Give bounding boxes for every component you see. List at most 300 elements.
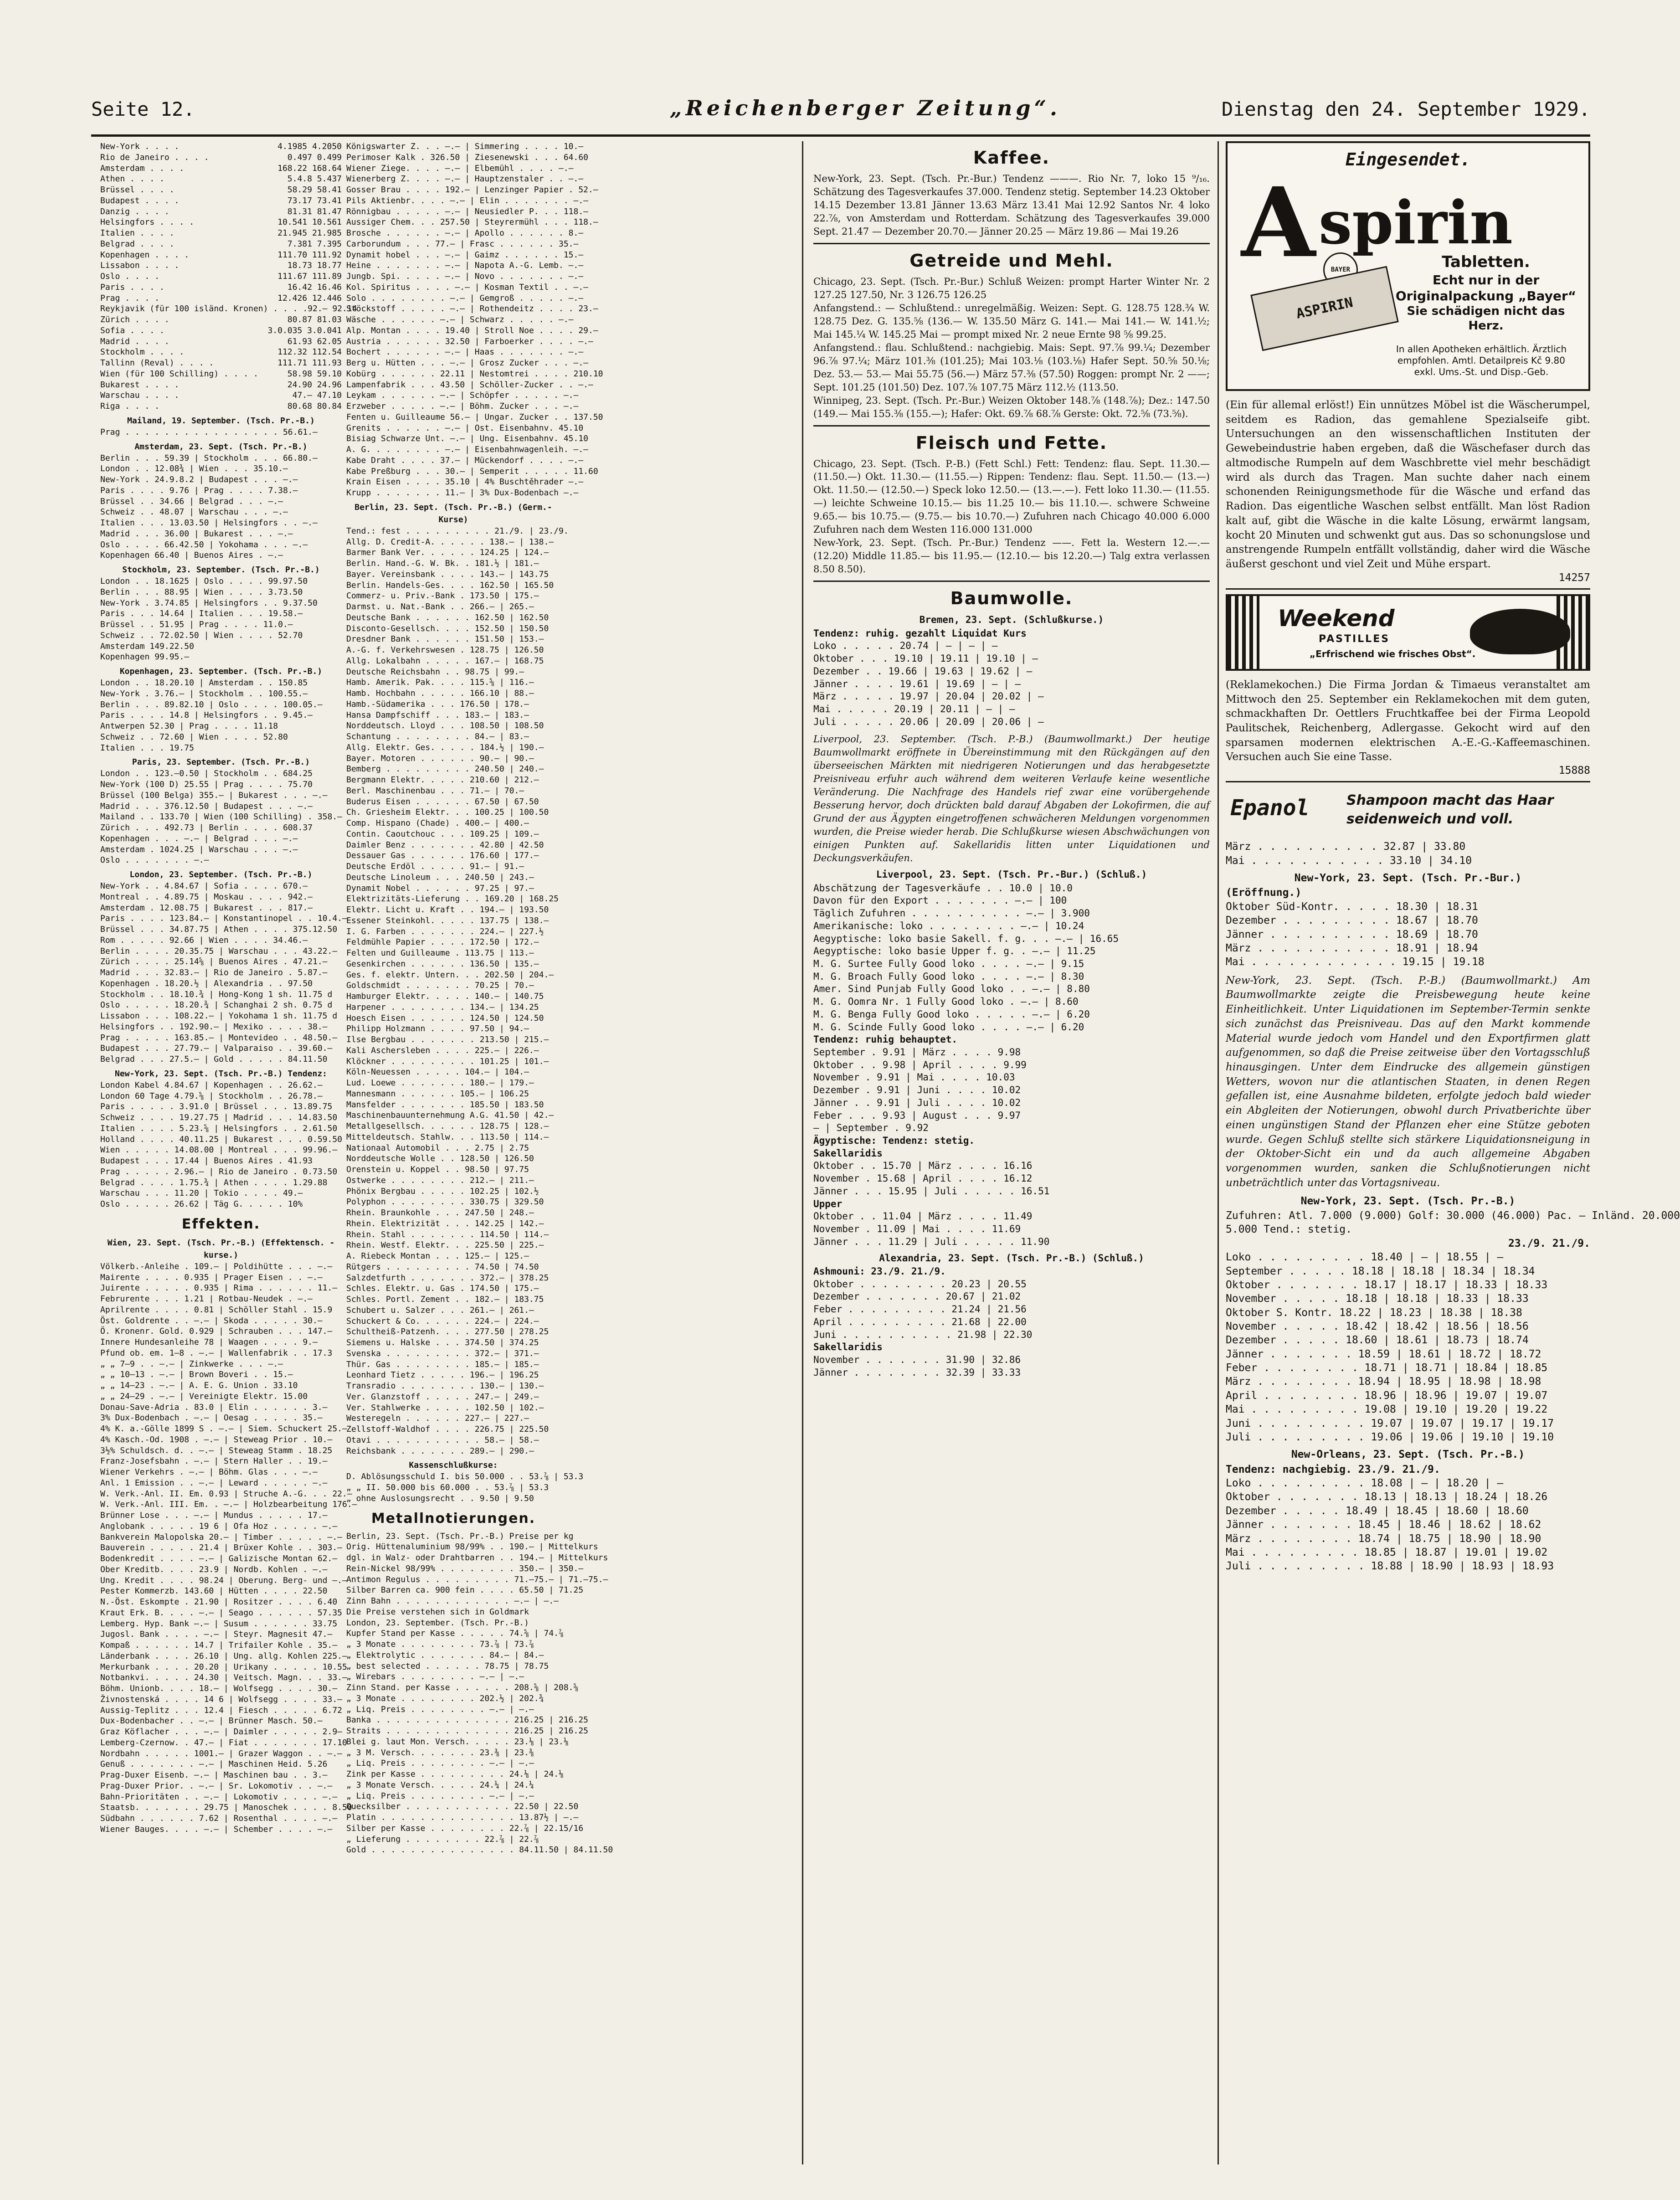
sake-row: Oktober . . 15.70 | März . . . . 16.16 <box>813 1160 1033 1172</box>
metall-row: „ Lieferung . . . . . . . . 22.⅞ | 22.⅞ <box>346 1834 539 1844</box>
bremen-row: Juli . . . . . 20.06 | 20.09 | 20.06 | — <box>813 716 1044 727</box>
berlin-row: Hamb. Amerik. Pak. . . . 115.⅝ | 116.— <box>346 678 534 688</box>
berlin-row: Bayer. Motoren . . . . . . 90.— | 90.— <box>346 753 534 763</box>
kassa-title: Kassenschlußkurse: <box>409 1460 498 1470</box>
berlin-row: Rhein. Elektrizität . . . 142.25 | 142.— <box>346 1218 544 1229</box>
berlin-row: Philipp Holzmann . . . . 97.50 | 94.— <box>346 1024 529 1034</box>
sake-label: Sakellaridis <box>813 1147 883 1159</box>
rate-label: Tallinn (Reval) . . . . <box>100 358 214 368</box>
effekten-row: Pester Kommerzb. 143.60 | Hütten . . . . 22.50 <box>100 1586 328 1596</box>
liverpool-row: Aegyptische: loko basie Upper f. g. . —.— | 11.25 <box>813 946 1096 957</box>
berlin-row: Essener Steinkohl. . . . . 137.75 | 138.— <box>346 915 549 925</box>
effekten-row: Wiener Verkehrs . —.— | Böhm. Glas . . . —.— <box>100 1467 318 1477</box>
ny2-head: New-York, 23. Sept. (Tsch. Pr.-B.) <box>1300 1195 1516 1207</box>
berlin-row: Thür. Gas . . . . . . . . 185.— | 185.— <box>346 1359 539 1369</box>
berlin-row: Allg. Lokalbahn . . . . . 167.— | 168.75 <box>346 656 544 666</box>
berlin-row: Dessauer Gas . . . . . . 176.60 | 177.— <box>346 851 539 861</box>
rate-row <box>100 380 342 391</box>
decorative-stripe <box>1228 596 1259 669</box>
metall-row: Blei g. laut Mon. Versch. . . . . 23.⅛ | 23.⅛ <box>346 1737 569 1747</box>
metall-row: Kupfer Stand per Kasse . . . . . 74.⅝ | 74.⅞ <box>346 1629 564 1639</box>
berlin-row: Gesenkirchen . . . . . . 136.50 | 135.— <box>346 959 539 969</box>
effekten-row: Südbahn . . . . . . 7.62 | Rosenthal . . . . —.— <box>100 1814 338 1823</box>
exchange-block-title: Mailand, 19. September. (Tsch. Pr.-B.) <box>127 416 315 426</box>
effekten-row: Bahn-Prioritäten . . —.— | Lokomotiv . . . . —.— <box>100 1792 338 1802</box>
berlin-row: Comp. Hispano (Chade) . 400.— | 400.— <box>346 818 529 828</box>
effekten-row: W. Verk.-Anl. III. Em. . —.— | Holzbearbeitung 176.— <box>100 1500 357 1510</box>
exchange-block-title: Stockholm, 23. September. (Tsch. Pr.-B.) <box>122 565 320 575</box>
liverpool-month-row: November . 9.91 | Mai . . . . 10.03 <box>813 1072 1015 1083</box>
berlin-row: Bayer. Vereinsbank . . . . 143.— | 143.75 <box>346 569 549 579</box>
header-rule <box>91 134 1590 137</box>
alex-cols: Ashmouni: 23./9. 21./9. <box>813 1266 946 1277</box>
effekten-row: Öst. Goldrente . . —.— | Skoda . . . . . 30.— <box>100 1316 323 1326</box>
reklamekochen-notice: (Reklamekochen.) Die Firma Jordan & Timaeus veranstaltet am Mittwoch den 25. September ein Reklamekochen mit dem guten, schmackhaften Dr. Oettlers Fruchtkaffee bei der Firma Leopold Paulitschek, Reichenberg, Adlergasse. Gekocht wird auf den sparsamen modernen elektrischen A.-E.-G.-Kaffeemaschinen. Versuchen auch Sie eine Tasse. <box>1226 679 1590 763</box>
effekten-row: Jugosl. Bank . . . . —.— | Steyr. Magnesit 47.— <box>100 1629 333 1640</box>
exchange-row: Brüssel (100 Belga) 355.— | Bukarest . . . —.— <box>100 790 328 800</box>
effekten-row: Ö. Kronenr. Gold. 0.929 | Schrauben . . . 147.— <box>100 1326 333 1336</box>
effekten-row: Genuß . . . . . . . —.— | Maschinen Heid. 5.26 <box>100 1759 328 1769</box>
berlin-row: Bemberg . . . . . . . . . 240.50 | 240.— <box>346 764 544 774</box>
getreide-paragraph: Chicago, 23. Sept. (Tsch. Pr.-Bur.) Schluß Weizen: prompt Harter Winter Nr. 2 127.25 127.50, Nr. 3 126.75 126.25 <box>813 276 1210 300</box>
aktien-row: Königswarter Z. . . —.— | Simmering . . . . 10.— <box>346 142 584 151</box>
rate-values: 3.0.035 3.0.041 <box>267 325 342 335</box>
metall-row: dgl. in Walz- oder Drahtbarren . . 194.— | Mittelkurs <box>346 1553 608 1563</box>
metall-row: „ Liq. Preis . . . . . . . . —.— | —.— <box>346 1758 534 1768</box>
alex-row: Juni . . . . . . . . . . 21.98 | 22.30 <box>813 1329 1033 1340</box>
berlin-row: Norddeutsch. Lloyd . . . 108.50 | 108.50 <box>346 721 544 731</box>
rate-values: 58.29 58.41 <box>287 185 342 195</box>
ny2-row: Juni . . . . . . . . . 19.07 | 19.07 | 19.17 | 19.17 <box>1226 1417 1554 1429</box>
ny2-row: Feber . . . . . . . . 18.71 | 18.71 | 18.84 | 18.85 <box>1226 1362 1548 1374</box>
exchange-block-title: Paris, 23. September. (Tsch. Pr.-B.) <box>132 757 310 767</box>
exchange-row: Rom . . . . . 92.66 | Wien . . . . 34.46.— <box>100 935 308 945</box>
aktien-row: Kol. Spiritus . . . . —.— | Kosman Textil . . —.— <box>346 282 589 292</box>
reklamekochen-number: 15888 <box>1558 765 1590 777</box>
radion-notice-number: 14257 <box>1558 571 1590 584</box>
rate-values: 7.381 7.395 <box>287 239 342 249</box>
effekten-row: Graz Köflacher . . . —.— | Daimler . . . . . 2.9— <box>100 1727 343 1737</box>
exchange-block-title: London, 23. September. (Tsch. Pr.-B.) <box>129 870 313 879</box>
aspirin-echt: Echt nur in der Originalpackung „Bayer“ <box>1395 272 1577 303</box>
ny-market-text: New-York, 23. Sept. (Tsch. P.-B.) (Baumwollmarkt.) Am Baumwollmarkte zeigte die Preisbewegung heute keine Einheitlichkeit. Unter Liquidationen im September-Termin senkte sich zunächst das Preisniveau. Das auf den Markt kommende Material wurde jedoch vom Handel und den Exportfirmen glatt aufgenommen, so daß die Preise zeitweise über den Vortagsschluß hinausgingen. Unter dem Eindrucke des allgemein günstigen Wetters, wovon nur die atlantischen Staaten, in denen Regen gefallen ist, eine Ausnahme bildeten, erfolgte jedoch bald wieder ein Abgleiten der Notierungen, obwohl durch Privatberichte über einen ungünstigen Stand der Pflanzen eher eine Stütze geboten wurde. Gegen Schluß stellte sich stärkere Liquidationsneigung in der Oktober-Sicht ein und da auch allgemeine Abgaben vorgenommen wurden, sanken die Schlußnotierungen nicht unbeträchtlich unter das Vortagsniveau. <box>1226 974 1590 1189</box>
exchange-row: Belgrad . . . 27.5.— | Gold . . . . . 84.11.50 <box>100 1054 328 1064</box>
berlin-row: Ges. f. elektr. Untern. . . 202.50 | 204.— <box>346 970 554 980</box>
no-head: New-Orleans, 23. Sept. (Tsch. Pr.-B.) <box>1291 1449 1525 1461</box>
aegypt-head: Ägyptische: Tendenz: stetig. <box>813 1135 975 1146</box>
exchange-row: Madrid . . . 376.12.50 | Budapest . . . —.— <box>100 801 313 811</box>
berlin-row: Deutsche Bank . . . . . . 162.50 | 162.50 <box>346 612 549 622</box>
effekten-row: Wiener Bauges. . . . —.— | Schember . . . . —.— <box>100 1824 333 1834</box>
column-divider <box>802 141 803 2164</box>
rate-values: 92.— 92.14 <box>308 304 357 314</box>
rate-label: Bukarest . . . . <box>100 380 180 390</box>
aktien-row: A. G. . . . . . . . —.— | Eisenbahnwagenleih. —.— <box>346 445 589 454</box>
exchange-row: New-York . 24.9.8.2 | Budapest . . . —.— <box>100 475 298 484</box>
berlin-row: Hamb.-Südamerika . . . 176.50 | 178.— <box>346 699 529 709</box>
rate-values: 12.426 12.446 <box>277 293 342 303</box>
metall-row: „ Liq. Preis . . . . . . . . —.— | —.— <box>346 1791 534 1801</box>
rate-label: Amsterdam . . . . <box>100 163 185 173</box>
ny-row: Mai . . . . . . . . . . . . 19.15 | 19.18 <box>1226 956 1485 968</box>
exchange-row: Madrid . . . 36.00 | Bukarest . . . —.— <box>100 529 293 539</box>
exchange-row: New-York . . 4.84.67 | Sofia . . . . 670.— <box>100 881 308 891</box>
exchange-row: Amsterdam . 1024.25 | Warschau . . . —.— <box>100 844 298 854</box>
rate-label: Reykjavik (für 100 isländ. Kronen) . . . . <box>100 304 308 314</box>
rate-row <box>100 152 342 163</box>
ny2-row: September . . . . . 18.18 | 18.18 | 18.34 | 18.34 <box>1226 1265 1535 1277</box>
exchange-row: Oslo . . . . . 26.62 | Täg G. . . . . 10% <box>100 1199 303 1209</box>
rate-values: 4.1985 4.2050 <box>277 142 342 151</box>
aspirin-tabletten: Tabletten. <box>1442 253 1530 271</box>
sake2-row: November . . . . . . . 31.90 | 32.86 <box>813 1354 1021 1366</box>
getreide-paragraph: Anfangstend.: flau. Schlußtend.: nachgiebig. Mais: Sept. 97.⅞ 99.¼; Dezember 96.⅞ 97.¼; März 101.⅜ (101.25); Mai 103.⅛ (103.⅛) Hafer Sept. 50.⅝ 50.⅛; Dez. 53.— 53.— Mai 55.75 (56.—) März 57.⅜ (57.50) Roggen: prompt Nr. 2 ——; Sept. 101.25 (101.50) Dez. 107.⅞ 107.75 März 112.½ (113.50. <box>813 342 1210 393</box>
rate-values: 5.4.8 5.437 <box>287 174 342 184</box>
effekten-row: Ober Kreditb. . . . 23.9 | Nordb. Kohlen . —.— <box>100 1564 328 1574</box>
divider <box>1226 588 1590 590</box>
fleisch-paragraph: New-York, 23. Sept. (Tsch. Pr.-Bur.) Tendenz ——. Fett la. Western 12.—.— (12.20) Middle 11.85.— bis 11.95.— (12.10.— bis 12.20.—) Talg extra verlassen 8.50 8.50). <box>813 537 1210 575</box>
effekten-row: Živnostenská . . . . 14 6 | Wolfsegg . . . . 33.— <box>100 1694 343 1704</box>
rate-values: 58.98 59.10 <box>287 369 342 379</box>
berlin-row: Reichsbank . . . . . . . 289.— | 290.— <box>346 1446 534 1456</box>
rate-label: Zürich . . . . <box>100 315 170 324</box>
berlin-row: Hamburger Elektr. . . . . 140.— | 140.75 <box>346 992 544 1001</box>
rate-row <box>100 282 342 293</box>
ny-row: März . . . . . . . . . . . 18.91 | 18.94 <box>1226 942 1478 954</box>
berlin-row: Berl. Maschinenbau . . . 71.— | 70.— <box>346 786 524 796</box>
new-orleans-row: Jänner . . . . . . . 18.45 | 18.46 | 18.62 | 18.62 <box>1226 1519 1541 1531</box>
effekten-row: Pfund ob. em. 1—8 . —.— | Wallenfabrik . . 17.3 <box>100 1348 333 1358</box>
exchange-row: Stockholm . . 18.10.¾ | Hong-Kong 1 sh. 11.75 d <box>100 989 333 999</box>
exchange-row: Montreal . . 4.89.75 | Moskau . . . . 942.— <box>100 892 313 902</box>
effekten-row: Dux-Bodenbacher . . —.— | Brünner Masch. 50.— <box>100 1716 323 1726</box>
effekten-row: N.-Öst. Eskompte . 21.90 | Rositzer . . . . 6.40 <box>100 1597 338 1607</box>
berlin-row: Mannesmann . . . . . . 105.— | 106.25 <box>346 1089 529 1099</box>
rate-row <box>100 271 342 282</box>
liverpool-market-text: Liverpool, 23. September. (Tsch. P.-B.) (Baumwollmarkt.) Der heutige Baumwollmarkt eröffnete in Übereinstimmung mit den Rückgängen auf den überseeischen Märkten mit niedrigeren Notierungen und das herabgesetzte Preisniveau erfuhr auch während dem weiteren Verlaufe keine wesentliche Veränderung. Die Nachfrage des Handels rief zwar eine vorübergehende Besserung hervor, doch drückten bald darauf Abgaben der Lokofirmen, die auf Grund der aus Ägypten eingetroffenen schwächeren Meldungen vorgenommen wurden, die Preise wieder herab. Die Schlußkurse wiesen Abschwächungen von einigen Punkten auf. Sakellaridis litten unter Liquidationen und Deckungsverkäufen. <box>813 734 1210 864</box>
rate-label: Belgrad . . . . <box>100 239 175 249</box>
page-header <box>91 93 1590 125</box>
metall-row: Die Preise verstehen sich in Goldmark <box>346 1607 529 1617</box>
berlin-row: Otavi . . . . . . . . . . . 58.— | 58.— <box>346 1435 539 1445</box>
exchange-row: New-York . 3.76.— | Stockholm . . 100.55.— <box>100 689 308 699</box>
effekten-row: W. Verk.-Anl. II. Em. 0.93 | Struche A.-G. . . 22.— <box>100 1489 352 1499</box>
divider <box>813 243 1210 244</box>
berlin-row: Commerz- u. Priv.-Bank . 173.50 | 175.— <box>346 591 539 601</box>
rate-label: Lissabon . . . . <box>100 261 180 271</box>
exchange-row: Budapest . . . 27.79.— | Valparaiso . . 39.60.— <box>100 1043 333 1054</box>
aktien-row: Jungb. Spi. . . . . —.— | Novo . . . . . . . —.— <box>346 272 584 281</box>
ny2-zufuhren: Zufuhren: Atl. 7.000 (9.000) Golf: 30.000 (46.000) Pac. — Inländ. 20.000 <box>1226 1210 1680 1222</box>
exchange-row: Italien . . . 13.03.50 | Helsingfors . . —.— <box>100 518 318 528</box>
exchange-row: Zürich . . . 492.73 | Berlin . . . . 608.37 <box>100 823 313 833</box>
berlin-row: Schles. Elektr. u. Gas . 174.50 | 175.— <box>346 1284 539 1294</box>
rate-label: Madrid . . . . <box>100 336 170 346</box>
sake-row: Jänner . . . 15.95 | Juli . . . . . 16.51 <box>813 1185 1050 1197</box>
exchange-row: Zürich . . . . 25.14⅝ | Buenos Aires . 47.21.— <box>100 957 328 967</box>
berlin-row: Deutsche Reichsbahn . . 98.75 | 99.— <box>346 667 524 677</box>
aktien-row: Wäsche . . . . . . —.— | Schwarz . . . . . —.— <box>346 315 574 324</box>
column-divider <box>1218 141 1219 2164</box>
berlin-row: Zellstoff-Waldhof . . . . 226.75 | 225.50 <box>346 1424 549 1434</box>
aktien-row: Kabe Draht . . . . 37.— | Mückendorf . . . . —.— <box>346 455 584 465</box>
aktien-row: Perimoser Kalk . 326.50 | Ziesenewski . . . 64.60 <box>346 152 589 162</box>
effekten-row: 3% Dux-Bodenbach . —.— | Oesag . . . . . 35.— <box>100 1413 323 1423</box>
bremen-head: Bremen, 23. Sept. (Schlußkurse.) <box>919 614 1104 626</box>
liverpool-row: Täglich Zufuhren . . . . . . . . . . —.— | 3.900 <box>813 908 1090 919</box>
cotton-row: Mai . . . . . . . . . . . 33.10 | 34.10 <box>1226 854 1472 867</box>
exchange-row: Berlin . . . 59.39 | Stockholm . . . 66.80.— <box>100 453 318 463</box>
effekten-row: 3½% Schuldsch. d. . —.— | Steweag Stamm . 18.25 <box>100 1445 333 1455</box>
weekend-advertisement <box>1226 594 1590 671</box>
aktien-row: Rönnigbau . . . . . —.— | Neusiedler P. . . 118.— <box>346 206 589 216</box>
effekten-row: „ „ 7—9 . . —.— | Zinkwerke . . . —.— <box>100 1359 283 1369</box>
exchange-block-title: Kopenhagen, 23. September. (Tsch. Pr.-B.) <box>119 667 323 676</box>
rate-row <box>100 185 342 195</box>
exchange-row: Italien . . . . 5.23.⅝ | Helsingfors . . 2.61.50 <box>100 1123 338 1133</box>
rate-label: Athen . . . . <box>100 174 164 184</box>
berlin-row: Darmst. u. Nat.-Bank . . 266.— | 265.— <box>346 602 534 612</box>
rate-label: Brüssel . . . . <box>100 185 175 195</box>
liverpool-head: Liverpool, 23. Sept. (Tsch. Pr.-Bur.) (Schluß.) <box>876 869 1147 880</box>
exchange-row: Paris . . . . 123.84.— | Konstantinopel . . 10.4.— <box>100 914 347 924</box>
berlin-row: Elektr. Licht u. Kraft . . 194.— | 193.50 <box>346 905 549 915</box>
effekten-row: Kraut Erk. B. . . . —.— | Seago . . . . . . 57.35 <box>100 1608 343 1618</box>
rate-values: 81.31 81.47 <box>287 206 342 216</box>
getreide-title: Getreide und Mehl. <box>909 250 1114 271</box>
ny2-cols: 23./9. 21./9. <box>1508 1237 1590 1249</box>
rate-row <box>100 163 342 174</box>
car-illustration-icon <box>1470 609 1570 654</box>
berlin-row: Tend.: fest . . . . . . . . . 21./9. | 23./9. <box>346 526 569 536</box>
berlin-row: Dynamit Nobel . . . . . . 97.25 | 97.— <box>346 883 534 893</box>
metall-row: „ 3 Monate Versch. . . . . 24.¼ | 24.¼ <box>346 1780 534 1790</box>
rate-values: 24.90 24.96 <box>287 380 342 390</box>
ny-row: Dezember . . . . . . . . . 18.67 | 18.70 <box>1226 915 1478 927</box>
ny2-row: Oktober . . . . . . . 18.17 | 18.17 | 18.33 | 18.33 <box>1226 1279 1548 1291</box>
berlin-row: Kali Aschersleben . . . . 225.— | 226.— <box>346 1045 539 1055</box>
epanol-advertisement <box>1226 787 1590 833</box>
ny2-row: April . . . . . . . . 18.96 | 18.96 | 19.07 | 19.07 <box>1226 1389 1548 1402</box>
rate-row <box>100 336 342 347</box>
liverpool-month-row: Jänner . . 9.91 | Juli . . . . 10.02 <box>813 1097 1021 1108</box>
effekten-row: „ „ 24—29 . —.— | Vereinigte Elektr. 15.00 <box>100 1391 308 1401</box>
new-orleans-row: März . . . . . . . . 18.74 | 18.75 | 18.90 | 18.90 <box>1226 1532 1541 1545</box>
liverpool-row: Abschätzung der Tagesverkäufe . . 10.0 | 10.0 <box>813 882 1073 894</box>
alex-row: April . . . . . . . . . 21.68 | 22.00 <box>813 1316 1027 1327</box>
berlin-row: Ver. Stahlwerke . . . . . 102.50 | 102.— <box>346 1403 544 1413</box>
ny2-row: Jänner . . . . . . . 18.59 | 18.61 | 18.72 | 18.72 <box>1226 1348 1541 1360</box>
aktien-row: Krupp . . . . . . . 11.— | 3% Dux-Bodenbach —.— <box>346 488 579 498</box>
rate-row <box>100 260 342 271</box>
liverpool-row: Amerikanische: loko . . . . . . . . —.— | 10.24 <box>813 920 1084 931</box>
liverpool-row: Amer. Sind Punjab Fully Good loko . . —.— | 8.80 <box>813 983 1090 995</box>
berlin-row: Berlin. Hand.-G. W. Bk. . 181.½ | 181.— <box>346 559 539 568</box>
exchange-row: Amsterdam 149.22.50 <box>100 641 194 651</box>
berlin-row: Ilse Bergbau . . . . . . . 213.50 | 215.— <box>346 1035 549 1044</box>
sake2-label: Sakellaridis <box>813 1342 883 1353</box>
berlin-row: Westeregeln . . . . . . 227.— | 227.— <box>346 1414 529 1424</box>
rate-row <box>100 390 342 401</box>
effekten-row: Aprilrente . . . . 0.81 | Schöller Stahl . 15.9 <box>100 1305 333 1315</box>
liverpool-row: Aegyptische: loko basie Sakell. f. g. . . —.— | 16.65 <box>813 933 1119 944</box>
exchange-row: New-York . 3.74.85 | Helsingfors . . 9.37.50 <box>100 598 318 608</box>
berlin-row: Schubert u. Salzer . . . 261.— | 261.— <box>346 1305 534 1315</box>
liverpool-month-row: — | September . 9.92 <box>813 1122 929 1134</box>
liverpool-month-row: Feber . . . 9.93 | August . . . 9.97 <box>813 1110 1021 1121</box>
exchange-row: Helsingfors . . 192.90.— | Mexiko . . . . 38.— <box>100 1022 328 1032</box>
effekten-row: Böhm. Unionb. . . . 18.— | Wolfsegg . . . . 30.— <box>100 1684 338 1693</box>
exchange-row: Schweiz . . 72.02.50 | Wien . . . . 52.70 <box>100 630 303 640</box>
anzeigen-column <box>1226 141 1680 2164</box>
aktien-row: Stöckstoff . . . . . —.— | Rothendeitz . . . . 23.— <box>346 304 598 314</box>
aspirin-package: ASPIRIN <box>1250 266 1399 351</box>
metall-row: Orig. Hüttenaluminium 98/99% . . 190.— | Mittelkurs <box>346 1542 598 1552</box>
rate-row <box>100 217 342 228</box>
effekten-row: „ „ 10—13 . —.— | Brown Boveri . . 15.— <box>100 1370 293 1380</box>
exchange-row: Berlin . . . 88.95 | Wien . . . . 3.73.50 <box>100 587 303 597</box>
rate-label: Budapest . . . . <box>100 195 180 206</box>
berlin-row: Berlin. Handels-Ges. . . . 162.50 | 165.50 <box>346 580 554 590</box>
aspirin-small-print: In allen Apotheken erhältlich. Ärztlich empfohlen. Amtl. Detailpreis Kč 9.80 exkl. Ums.-St. und Disp.-Geb. <box>1396 344 1567 377</box>
exchange-row: London . . 18.1625 | Oslo . . . . 99.97.50 <box>100 576 308 586</box>
effekten-row: Notbankvi. . . . . 24.30 | Veitsch. Magn. . . 33.— <box>100 1673 347 1683</box>
effekten-row: Völkerb.-Anleihe . 109.— | Poldihütte . . . —.— <box>100 1261 333 1271</box>
berlin-row: Phönix Bergbau . . . . . 102.25 | 102.½ <box>346 1186 539 1196</box>
exchange-row: London . . 18.20.10 | Amsterdam . . 150.85 <box>100 678 308 688</box>
ny2-row: Loko . . . . . . . . . 18.40 | — | 18.55 | — <box>1226 1251 1504 1264</box>
rate-values: 111.71 111.93 <box>277 358 342 368</box>
rate-row <box>100 206 342 217</box>
rate-label: Oslo . . . . <box>100 272 160 281</box>
exchange-row: Warschau . . . 11.20 | Tokio . . . . 49.— <box>100 1188 303 1198</box>
rate-row <box>100 325 342 336</box>
berlin-row: Svenska . . . . . . . . . 372.— | 371.— <box>346 1348 539 1358</box>
effekten-row: Prag-Duxer Prior. . —.— | Sr. Lokomotiv . . —.— <box>100 1781 333 1791</box>
berlin-row: Metallgesellsch. . . . . . 128.75 | 128.— <box>346 1121 549 1131</box>
effekten-row: 4% K. a.-Gölle 1899 S . —.— | Siem. Schuckert 25.— <box>100 1424 347 1434</box>
metall-row: Silber Barren ca. 900 fein . . . . 65.50 | 71.25 <box>346 1585 584 1595</box>
exchange-row: Prag . . . . . 2.96.— | Rio de Janeiro . 0.73.50 <box>100 1167 338 1177</box>
exchange-row: Paris . . . 14.64 | Italien . . . 19.58.— <box>100 609 303 619</box>
metall-row: „ best selected . . . . . . 78.75 | 78.75 <box>346 1661 549 1671</box>
effekten-row: Länderbank . . . . 26.10 | Ung. allg. Kohlen 225.— <box>100 1651 347 1661</box>
rate-row <box>100 141 342 152</box>
berlin-row: Siemens u. Halske . . . 374.50 | 374.25 <box>346 1338 539 1347</box>
ny2-row: Juli . . . . . . . . . 19.06 | 19.06 | 19.10 | 19.10 <box>1226 1431 1554 1443</box>
aktien-row: Erzweber . . . . . —.— | Böhm. Zucker . . . —.— <box>346 401 579 411</box>
exchange-row: Brüssel . . . 34.87.75 | Athen . . . . 375.12.50 <box>100 925 338 934</box>
rate-values: 80.87 81.03 <box>287 315 342 324</box>
aspirin-advertisement <box>1226 141 1590 391</box>
new-orleans-row: Oktober . . . . . . . 18.13 | 18.13 | 18.24 | 18.26 <box>1226 1491 1548 1503</box>
liverpool-row: M. G. Broach Fully Good loko . . . . —.— | 8.30 <box>813 971 1084 982</box>
ny2-tendenz: 5.000 Tend.: stetig. <box>1226 1223 1352 1236</box>
effekten-row: Februrente . . . 1.21 | Rotbau-Neudek . —.— <box>100 1294 313 1304</box>
ny-head: New-York, 23. Sept. (Tsch. Pr.-Bur.) <box>1294 872 1522 884</box>
metall-row: „ Wirebars . . . . . . . . —.— | —.— <box>346 1672 524 1682</box>
bayer-cross-icon: BAYER <box>1323 252 1358 287</box>
radion-notice: (Ein für allemal erlöst!) Ein unnützes Möbel ist die Wäscherumpel, seitdem es Radion, das gemahlene Spezialseife gibt. Untersuchungen an den wissenschaftlichen Instituten der Gewebeindustrie haben ergeben, daß die Wäschefaser durch das altmodische Rumpeln auf dem Waschbrette viel mehr beschädigt wird als durch das Tragen. Man suchte daher nach einem schonenden Reinigungsmethode für die Wäsche und erfand das Radion. Das eigentliche Waschen selbst entfällt. Man löst Radion kalt auf, gibt die Wäsche in die kalte Lösung, erwärmt langsam, kocht 20 Minuten und schwenkt gut aus. Das so schonungslose und anstrengende Rumpeln entfällt vollständig, daher wird die Wäsche äußerst geschont und viel Zeit und Mühe erspart. <box>1226 399 1590 571</box>
effekten-row: Brünner Lose . . . —.— | Mundus . . . . . 17.— <box>100 1511 328 1520</box>
berlin-row: Rhein. Westf. Elektr. . . 225.50 | 225.— <box>346 1240 544 1250</box>
metall-row: Zinn Bahn . . . . . . . . . . . . —.— | —.— <box>346 1596 559 1606</box>
rate-row <box>100 369 342 380</box>
exchange-row: Berlin . . . 89.82.10 | Oslo . . . . 100.05.— <box>100 699 323 709</box>
berlin-row: Elektrizitäts-Lieferung . . 169.20 | 168.25 <box>346 894 559 904</box>
new-orleans-row: Juli . . . . . . . . . 18.88 | 18.90 | 18.93 | 18.93 <box>1226 1560 1554 1573</box>
ny-row: Oktober Süd-Kontr. . . . . 18.30 | 18.31 <box>1226 900 1478 913</box>
aktien-row: Krain Eisen . . . . 35.10 | 4% Buschtěhrader —.— <box>346 477 584 487</box>
eingesendet-label: Eingesendet. <box>1345 149 1471 170</box>
upper-row: Jänner . . . 11.29 | Juli . . . . . 11.90 <box>813 1236 1050 1247</box>
effekten-row: Prag-Duxer Eisenb. —.— | Maschinen bau . . 3.— <box>100 1770 328 1780</box>
liverpool-row: M. G. Benga Fully Good loko . . . . . —.— | 6.20 <box>813 1008 1090 1020</box>
kassa-row: „ ohne Auslosungsrecht . . 9.50 | 9.50 <box>346 1493 534 1503</box>
effekten-row: Lemberg-Czernow. . 47.— | Fiat . . . . . . . 17.10 <box>100 1737 347 1748</box>
rate-label: Riga . . . . <box>100 401 160 411</box>
exchange-row: Oslo . . . . 66.42.50 | Yokohama . . . —.— <box>100 540 308 550</box>
bremen-row: Dezember . . 19.66 | 19.63 | 19.62 | — <box>813 665 1033 677</box>
berlin-row: Hoesch Eisen . . . . . . 124.50 | 124.50 <box>346 1013 544 1023</box>
rate-label: Warschau . . . . <box>100 391 180 401</box>
berlin-row: Feldmühle Papier . . . . 172.50 | 172.— <box>346 937 539 947</box>
berlin-row: Hamb. Hochbahn . . . . . 166.10 | 88.— <box>346 689 534 698</box>
metall-row: London, 23. September. (Tsch. Pr.-B.) <box>346 1618 529 1628</box>
rate-label: Italien . . . . <box>100 228 175 238</box>
exchange-row: Kopenhagen 99.95.— <box>100 652 190 662</box>
exchange-row: London Kabel 4.84.67 | Kopenhagen . . 26.62.— <box>100 1080 323 1090</box>
upper-row: Oktober . . 11.04 | März . . . . 11.49 <box>813 1211 1033 1222</box>
aktien-row: Wienerberg Z. . . . —.— | Hauptzenstaler . . —.— <box>346 174 584 184</box>
berlin-row: Schles. Portl. Zement . . 182.— | 183.75 <box>346 1295 544 1304</box>
effekten-row: Bauverein . . . . . 21.4 | Brüxer Kohle . . 303.— <box>100 1543 343 1553</box>
berlin-row: Rütgers . . . . . . . . . 74.50 | 74.50 <box>346 1262 539 1272</box>
berlin-title: Berlin, 23. Sept. (Tsch. Pr.-B.) (Germ.-Kurse) <box>354 502 552 524</box>
aktien-row: Brosche . . . . . . —.— | Apollo . . . . . . 8.— <box>346 228 584 238</box>
alex-row: Oktober . . . . . . . . 20.23 | 20.55 <box>813 1278 1027 1290</box>
effekten-row: Mairente . . . . 0.935 | Prager Eisen . . —.— <box>100 1272 323 1282</box>
exchange-row: London . . 123.—0.50 | Stockholm . . 684.25 <box>100 769 313 779</box>
effekten-subtitle: Wien, 23. Sept. (Tsch. Pr.-B.) (Effektensch. - kurse.) <box>107 1238 335 1260</box>
rate-label: Wien (für 100 Schilling) . . . . <box>100 369 258 379</box>
aktien-row: Leykam . . . . . . —.— | Schöpfer . . . . . —.— <box>346 391 579 401</box>
exchange-row: Berlin . . . . 20.35.75 | Warschau . . . 43.22.— <box>100 946 338 956</box>
rate-label: Kopenhagen . . . . <box>100 250 190 260</box>
baumwolle-title: Baumwolle. <box>950 588 1073 609</box>
effekten-row: „ „ 14—23 . —.— | A. E. G. Union . 33.10 <box>100 1381 298 1390</box>
liverpool-row: M. G. Oomra Nr. 1 Fully Good loko . —.— | 8.60 <box>813 996 1079 1007</box>
exchange-row: Belgrad . . . . 1.75.¾ | Athen . . . . 1.29.88 <box>100 1177 328 1187</box>
rate-row <box>100 228 342 239</box>
exchange-row: Wien . . . . . 14.08.00 | Montreal . . . 99.96.— <box>100 1145 338 1155</box>
exchange-row: Amsterdam . 12.08.75 | Bukarest . . . 817.— <box>100 903 313 913</box>
berlin-row: Leonhard Tietz . . . . . 196.— | 196.25 <box>346 1370 539 1380</box>
exchange-row: Mailand . . 133.70 | Wien (100 Schilling) . 358.— <box>100 812 343 822</box>
ny2-row: Dezember . . . . . 18.60 | 18.61 | 18.73 | 18.74 <box>1226 1334 1529 1347</box>
upper-row: November . 11.09 | Mai . . . . 11.69 <box>813 1223 1021 1235</box>
berlin-row: A.-G. f. Verkehrswesen . 128.75 | 126.50 <box>346 645 544 655</box>
effekten-row: Innere Hundesanleihe 78 | Waagen . . . . 9.— <box>100 1337 318 1347</box>
alex-row: Dezember . . . . . . . 20.67 | 21.02 <box>813 1291 1021 1302</box>
aktien-row: Bisiag Schwarze Unt. —.— | Ung. Eisenbahnv. 45.10 <box>346 434 589 444</box>
berlin-row: Salzdetfurth . . . . . . . 372.— | 378.25 <box>346 1273 549 1283</box>
berlin-row: Dresdner Bank . . . . . . 151.50 | 153.— <box>346 634 544 644</box>
rate-values: 18.73 18.77 <box>287 261 342 271</box>
upper-label: Upper <box>813 1198 843 1209</box>
aktien-row: Alp. Montan . . . . 19.40 | Stroll Noe . . . . 29.— <box>346 325 598 335</box>
exchange-row: Lissabon . . . 108.22.— | Yokohama 1 sh. 11.75 d <box>100 1011 338 1021</box>
